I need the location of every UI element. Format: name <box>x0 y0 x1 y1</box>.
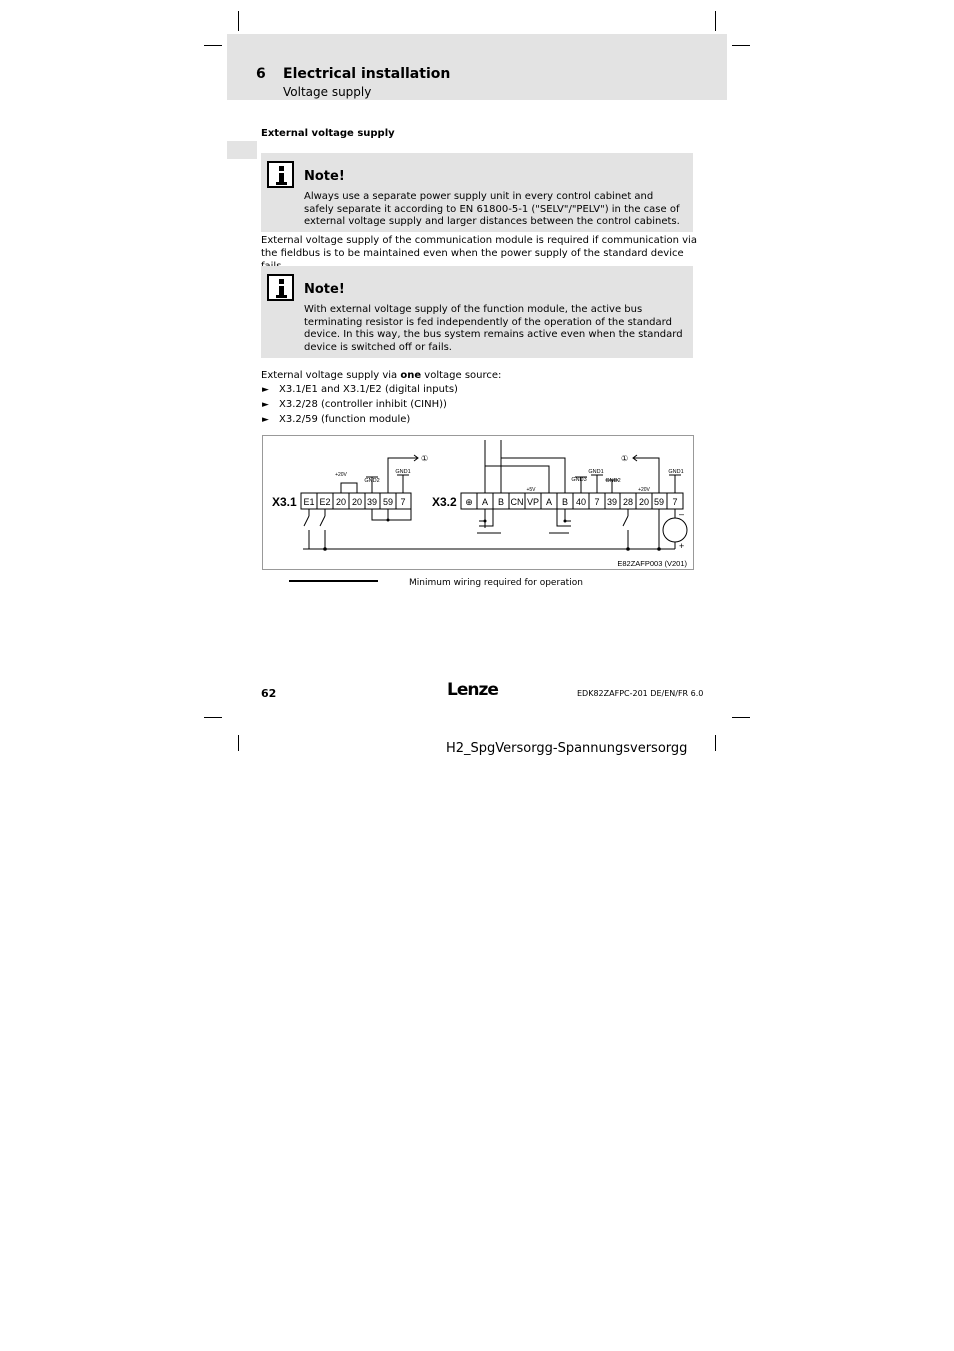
terminal-label: 59 <box>382 497 394 507</box>
note-box <box>261 153 693 232</box>
chapter-title: Electrical installation <box>283 66 451 82</box>
terminal-label: B <box>561 497 569 507</box>
terminal-label: 7 <box>594 497 600 507</box>
info-icon <box>267 161 294 188</box>
terminal-label: 7 <box>672 497 678 507</box>
bullet-arrow-icon: ► <box>262 415 269 425</box>
terminal-label: CN <box>510 497 524 507</box>
terminal-label: 7 <box>400 497 406 507</box>
reference-marker: ① <box>421 454 429 463</box>
list-item-text: X3.1/E1 and X3.1/E2 (digital inputs) <box>279 384 458 395</box>
terminal-label: 20 <box>335 497 347 507</box>
gnd1-label: GND1 <box>395 469 411 475</box>
crop-mark <box>238 11 239 31</box>
page-number: 62 <box>261 687 277 700</box>
terminal-label: VP <box>526 497 540 507</box>
list-item <box>262 384 458 395</box>
crop-mark <box>715 735 716 751</box>
paragraph <box>261 369 697 382</box>
pe-terminal-icon: ⊕ <box>465 497 473 507</box>
reference-marker: ① <box>621 454 629 463</box>
file-name: H2_SpgVersorgg-Spannungsversorgg <box>446 741 688 756</box>
wiring-diagram <box>262 435 694 570</box>
paragraph-text: External voltage supply via <box>261 370 401 381</box>
list-item <box>262 399 447 410</box>
minus-sign: – <box>679 509 685 519</box>
gnd2-label: GND2 <box>364 478 380 484</box>
terminal-label: 20 <box>351 497 363 507</box>
figure-id: E82ZAFP003 (V201) <box>617 559 687 568</box>
crop-mark <box>732 45 750 46</box>
plus5v-label: +5V <box>526 487 536 493</box>
crop-mark <box>732 717 750 718</box>
terminal-label: E2 <box>319 497 331 507</box>
terminal-label: 40 <box>575 497 587 507</box>
terminal-label: B <box>497 497 505 507</box>
paragraph-emphasis: one <box>400 370 422 381</box>
document-id: EDK82ZAFPC-201 DE/EN/FR 6.0 <box>577 689 704 698</box>
gnd3-label: GND3 <box>571 477 587 483</box>
crop-mark <box>238 735 239 751</box>
figure-caption: Minimum wiring required for operation <box>409 578 583 588</box>
note-title: Note! <box>304 282 345 297</box>
terminal-label: A <box>545 497 553 507</box>
note-text: With external voltage supply of the function module, the active bus terminating resistor is fed independently of the operation of the standard device. In this way, the bus system remains active even when the standard device is switched off or fails. <box>304 304 683 353</box>
section-heading: External voltage supply <box>261 128 395 139</box>
x31-label: X3.1 <box>272 495 297 509</box>
gnd1-label: GND1 <box>668 469 684 475</box>
list-item-text: X3.2/28 (controller inhibit (CINH)) <box>279 399 447 410</box>
paragraph: External voltage supply of the communication module is required if communication via the fieldbus is to be maintained even when the power supply of the standard device <box>261 235 697 259</box>
plus20v-label: +20V <box>335 472 347 478</box>
terminal-label: A <box>481 497 489 507</box>
crop-mark <box>204 45 222 46</box>
bullet-arrow-icon: ► <box>262 385 269 395</box>
x32-terminal-block <box>461 493 683 509</box>
terminal-label: 59 <box>653 497 665 507</box>
crop-mark <box>204 717 222 718</box>
wiring-diagram-svg <box>263 436 695 571</box>
list-item-text: X3.2/59 (function module) <box>279 414 411 425</box>
voltage-source-icon <box>663 518 687 542</box>
side-tab <box>227 141 257 159</box>
note-title: Note! <box>304 169 345 184</box>
chapter-subtitle: Voltage supply <box>283 85 372 99</box>
bullet-arrow-icon: ► <box>262 400 269 410</box>
terminal-label: E1 <box>303 497 315 507</box>
gnd2-label: GND2 <box>605 478 621 484</box>
x32-label: X3.2 <box>432 495 457 509</box>
crop-mark <box>715 11 716 31</box>
caption-rule <box>289 580 378 582</box>
terminal-label: 39 <box>366 497 378 507</box>
note-box <box>261 266 693 358</box>
chapter-number: 6 <box>256 66 266 82</box>
list-item <box>262 414 410 425</box>
plus20v-label: +20V <box>638 487 650 493</box>
gnd1-label: GND1 <box>588 469 604 475</box>
info-icon <box>267 274 294 301</box>
terminal-label: 39 <box>606 497 618 507</box>
terminal-label: 20 <box>638 497 650 507</box>
plus-sign: + <box>679 541 685 551</box>
terminal-label: 28 <box>622 497 634 507</box>
paragraph-text: voltage source: <box>421 370 502 381</box>
lenze-logo: Lenze <box>447 680 498 700</box>
note-text: Always use a separate power supply unit in every control cabinet and safely separate it according to EN 61800-5-1 ("SELV"/"PELV") in the case of external voltage supply and larger distances between the control cabinets. <box>304 191 680 227</box>
